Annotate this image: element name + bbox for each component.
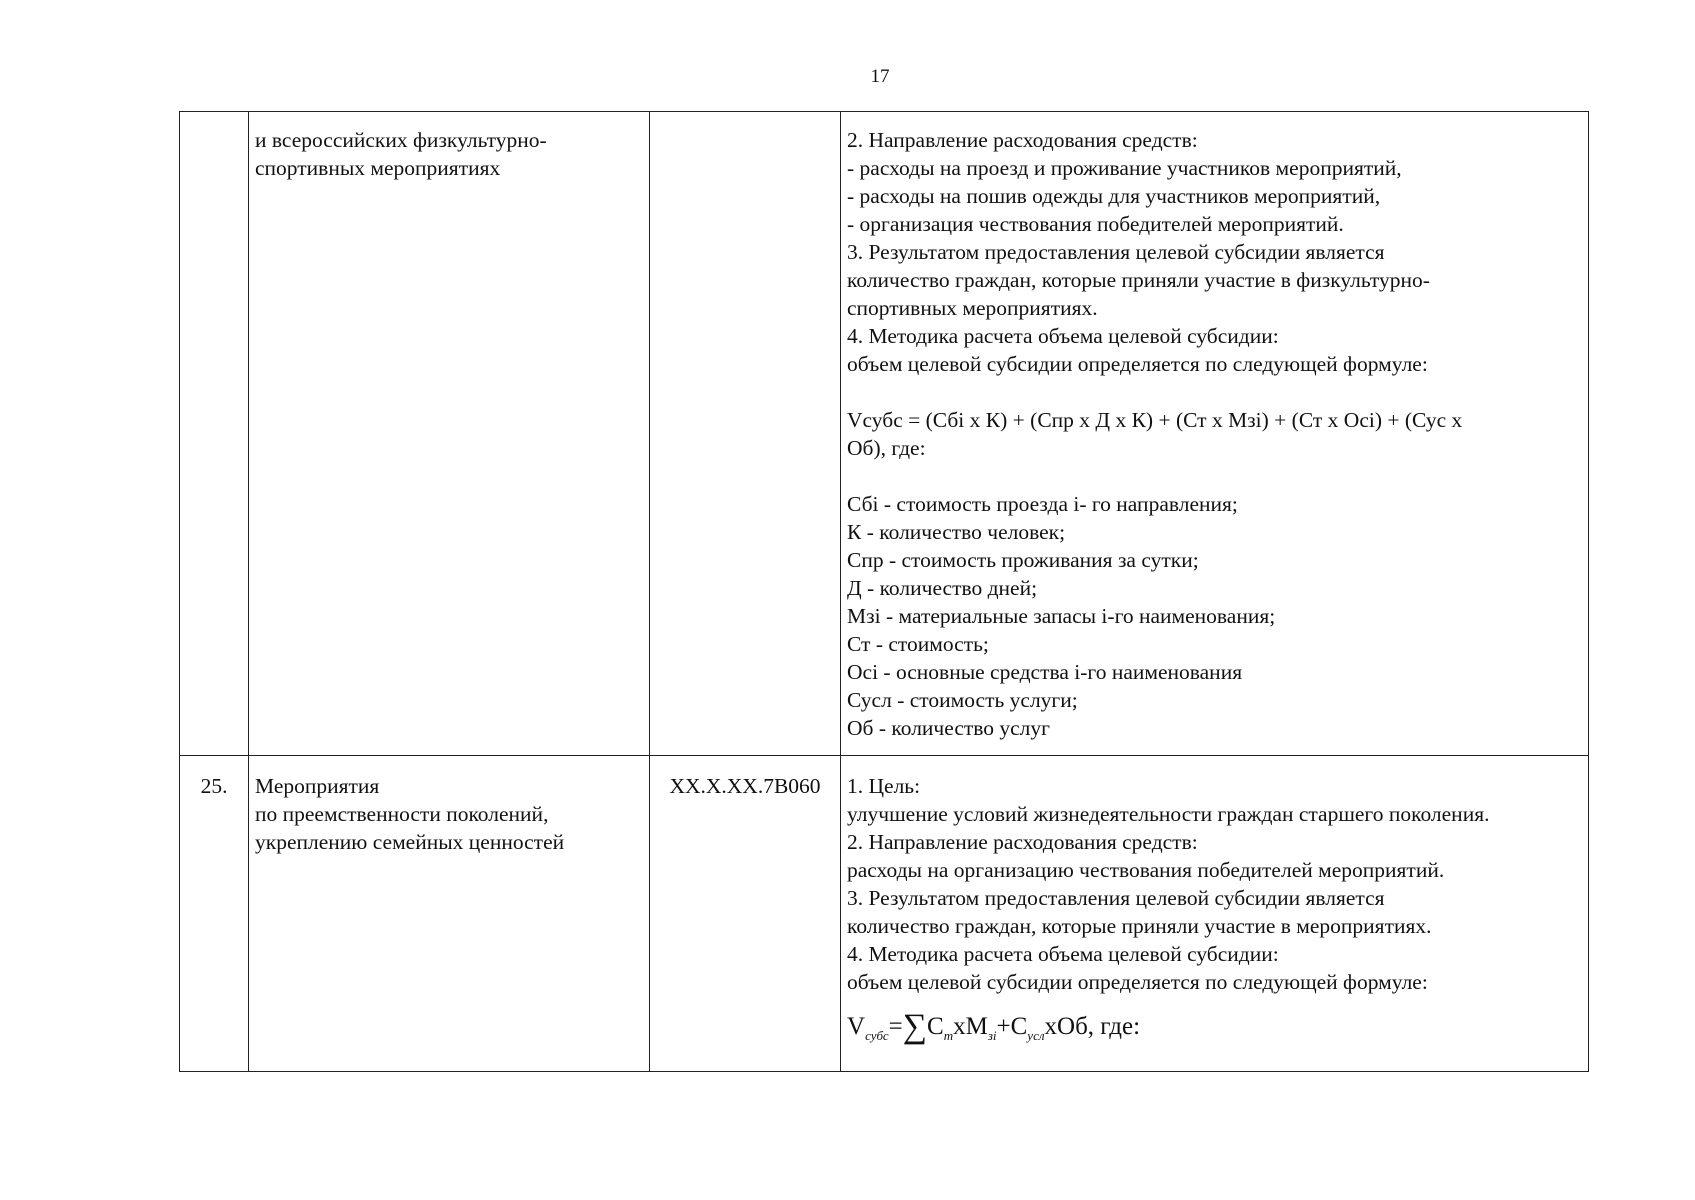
description-line: - расходы на пошив одежды для участников мероприятий,	[847, 184, 1381, 208]
table-row	[180, 112, 1589, 756]
legend-line: Об - количество услуг	[847, 716, 1050, 740]
activity-name-line: укреплению семейных ценностей	[255, 830, 565, 854]
formula-subscript: усл	[1027, 1028, 1045, 1043]
description-line: - расходы на проезд и проживание участников мероприятий,	[847, 156, 1402, 180]
description-line: 1. Цель:	[847, 774, 921, 798]
subsidy-table	[179, 111, 1589, 1072]
description-line: объем целевой субсидии определяется по следующей формуле:	[847, 970, 1428, 994]
description-line: 4. Методика расчета объема целевой субсидии:	[847, 942, 1279, 966]
activity-name-cell	[249, 756, 650, 1072]
sum-symbol: ∑	[902, 1008, 928, 1045]
row-number-cell	[180, 112, 249, 756]
spacer	[847, 462, 1582, 490]
description-line: объем целевой субсидии определяется по следующей формуле:	[847, 352, 1428, 376]
legend-line: Спр - стоимость проживания за сутки;	[847, 548, 1199, 572]
description-line: 3. Результатом предоставления целевой субсидии является	[847, 886, 1385, 910]
formula-part: хОб, где:	[1044, 1013, 1141, 1040]
formula-part: C	[927, 1013, 944, 1040]
description-line: расходы на организацию чествования победителей мероприятий.	[847, 858, 1445, 882]
formula-subscript: зi	[987, 1028, 997, 1043]
formula-part: +C	[996, 1013, 1028, 1040]
formula-part: =	[888, 1013, 903, 1040]
activity-name-line: Мероприятия	[255, 774, 380, 798]
formula-subscript: субс	[865, 1028, 889, 1043]
legend-line: К - количество человек;	[847, 520, 1066, 544]
legend-line: Д - количество дней;	[847, 576, 1038, 600]
table-row	[180, 756, 1589, 1072]
activity-name-cell	[249, 112, 650, 756]
description-line: улучшение условий жизнедеятельности граждан старшего поколения.	[847, 802, 1490, 826]
legend-line: Ст - стоимость;	[847, 632, 989, 656]
budget-code-cell: XX.X.XX.7B060	[650, 756, 841, 1072]
description-line: - организация чествования победителей мероприятий.	[847, 212, 1344, 236]
formula	[847, 1010, 1582, 1050]
activity-name-line: и всероссийских физкультурно-	[255, 128, 547, 152]
formula-part: V	[847, 1013, 866, 1040]
description-line: 2. Направление расходования средств:	[847, 128, 1198, 152]
formula-line: Об), где:	[847, 436, 926, 460]
activity-name-line: спортивных мероприятиях	[255, 156, 501, 180]
page-number: 17	[870, 66, 890, 87]
description-cell	[841, 112, 1589, 756]
description-line: 4. Методика расчета объема целевой субсидии:	[847, 324, 1279, 348]
legend-line: Мзi - материальные запасы i-го наименования;	[847, 604, 1276, 628]
budget-code-cell	[650, 112, 841, 756]
description-line: количество граждан, которые приняли участие в мероприятиях.	[847, 914, 1432, 938]
legend-line: Сбi - стоимость проезда i- го направления;	[847, 492, 1238, 516]
formula-subscript: т	[943, 1028, 954, 1043]
description-line: количество граждан, которые приняли участие в физкультурно-	[847, 268, 1430, 292]
formula-part: хМ	[953, 1013, 988, 1040]
activity-name-line: по преемственности поколений,	[255, 802, 549, 826]
description-cell	[841, 756, 1589, 1072]
row-number-cell: 25.	[180, 756, 249, 1072]
description-line: спортивных мероприятиях.	[847, 296, 1098, 320]
spacer	[847, 378, 1582, 406]
legend-line: Осi - основные средства i-го наименования	[847, 660, 1243, 684]
description-line: 3. Результатом предоставления целевой субсидии является	[847, 240, 1385, 264]
legend-line: Сусл - стоимость услуги;	[847, 688, 1078, 712]
formula-line: Vсубс = (Сбi х К) + (Спр х Д х К) + (Ст х Мзi) + (Ст х Осi) + (Сус х	[847, 408, 1463, 432]
description-line: 2. Направление расходования средств:	[847, 830, 1198, 854]
